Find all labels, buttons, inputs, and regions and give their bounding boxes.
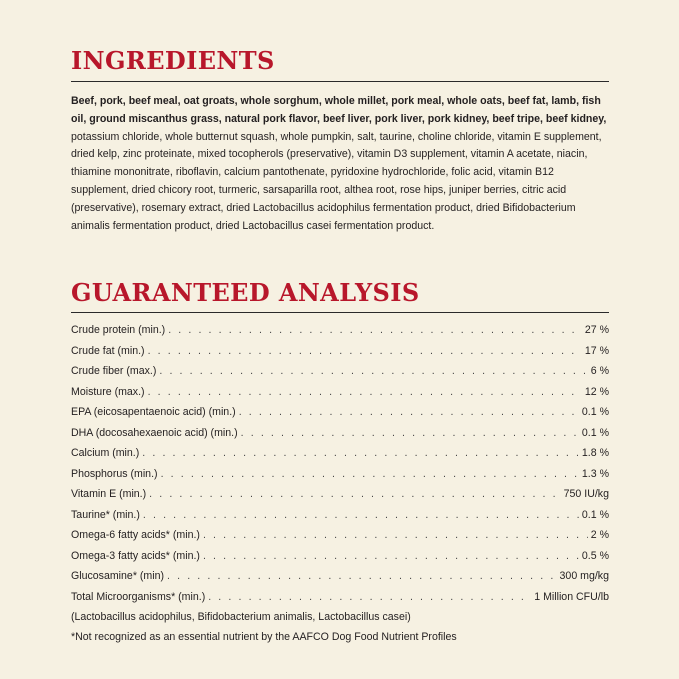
dot-leader: [159, 361, 587, 382]
dot-leader: [142, 443, 579, 464]
analysis-label: Calcium (min.): [71, 447, 140, 459]
ingredients-heading: INGREDIENTS: [71, 46, 275, 75]
dot-leader: [239, 402, 579, 423]
analysis-row: [71, 587, 609, 608]
aafco-footnote: *Not recognized as an essential nutrient by the AAFCO Dog Food Nutrient Profiles: [71, 631, 457, 643]
analysis-label: Glucosamine* (min): [71, 570, 165, 582]
analysis-label: Taurine* (min.): [71, 508, 140, 521]
dot-leader: [149, 484, 560, 505]
analysis-row: [71, 505, 609, 526]
analysis-label: Crude fiber (max.): [71, 365, 157, 377]
dot-leader: [148, 341, 582, 362]
ingredients-primary-text: Beef, pork, beef meal, oat groats, whole sorghum, whole millet, pork meal, whole oats, beef fat, lamb, fish oil, ground miscanthus grass, natural pork flavor, beef liver, pork liver, pork kidney, beef tripe, beef kidney,: [71, 95, 607, 125]
analysis-row: [71, 382, 609, 403]
dot-leader: [161, 464, 579, 485]
analysis-label: Omega-6 fatty acids* (min.): [71, 529, 200, 541]
analysis-row: [71, 464, 609, 485]
analysis-label: Omega-3 fatty acids* (min.): [71, 549, 200, 562]
analysis-label: Crude fat (min.): [71, 344, 145, 357]
dot-leader: [148, 382, 582, 403]
analysis-row: [71, 423, 609, 444]
analysis-label: Phosphorus (min.): [71, 467, 158, 480]
analysis-value: 1.3 %: [581, 467, 609, 480]
analysis-value: 17 %: [584, 344, 609, 357]
analysis-row: [71, 320, 609, 341]
analysis-row: [71, 566, 609, 587]
analysis-value: 6 %: [590, 365, 609, 377]
analysis-row: [71, 525, 609, 546]
dot-leader: [203, 546, 579, 567]
ingredients-divider: [71, 81, 609, 82]
analysis-row: [71, 484, 609, 505]
analysis-label: EPA (eicosapentaenoic acid) (min.): [71, 406, 236, 418]
ingredients-secondary-text: potassium chloride, whole butternut squash, whole pumpkin, salt, taurine, choline chloride, vitamin E supplement, dried kelp, zinc proteinate, mixed tocopherols (preservative), vitamin D3 supplement, vitamin A acetate, niacin, thiamine mononitrate, riboflavin, calcium pantothenate, pyridoxine hydrochloride, folic acid, vitamin B12 supplement, dried chicory root, turmeric, sarsaparilla root, althea root, rose hips, juniper berries, citric acid (preservative), rosemary extract, dried Lactobacillus acidophilus fermentation product, dried Bifidobacterium animalis fermentation product, dried Lactobacillus casei fermentation product.: [71, 130, 602, 232]
dot-leader: [167, 566, 557, 587]
analysis-value: 2 %: [590, 529, 609, 541]
analysis-value: 750 IU/kg: [563, 488, 609, 500]
analysis-value: 0.1 %: [581, 426, 609, 439]
dot-leader: [208, 587, 531, 608]
analysis-row: [71, 341, 609, 362]
analysis-label: Vitamin E (min.): [71, 488, 147, 500]
analysis-label: Moisture (max.): [71, 385, 145, 398]
analysis-label: Total Microorganisms* (min.): [71, 590, 206, 603]
guaranteed-analysis-heading: GUARANTEED ANALYSIS: [71, 278, 420, 307]
guaranteed-analysis-divider: [71, 312, 609, 313]
dot-leader: [143, 505, 579, 526]
dot-leader: [168, 320, 582, 341]
ingredients-list: [71, 93, 611, 235]
guaranteed-analysis-table: [71, 320, 609, 607]
analysis-value: 0.1 %: [581, 406, 609, 418]
analysis-label: Crude protein (min.): [71, 324, 166, 336]
dot-leader: [241, 423, 579, 444]
analysis-value: 1.8 %: [581, 447, 609, 459]
analysis-value: 0.5 %: [581, 549, 609, 562]
microorganisms-note: (Lactobacillus acidophilus, Bifidobacterium animalis, Lactobacillus casei): [71, 611, 411, 623]
analysis-value: 0.1 %: [581, 508, 609, 521]
analysis-value: 12 %: [584, 385, 609, 398]
analysis-value: 1 Million CFU/lb: [534, 590, 609, 603]
analysis-row: [71, 443, 609, 464]
analysis-row: [71, 546, 609, 567]
analysis-value: 27 %: [584, 324, 609, 336]
analysis-row: [71, 361, 609, 382]
analysis-label: DHA (docosahexaenoic acid) (min.): [71, 426, 238, 439]
dot-leader: [203, 525, 588, 546]
analysis-row: [71, 402, 609, 423]
analysis-value: 300 mg/kg: [559, 570, 609, 582]
